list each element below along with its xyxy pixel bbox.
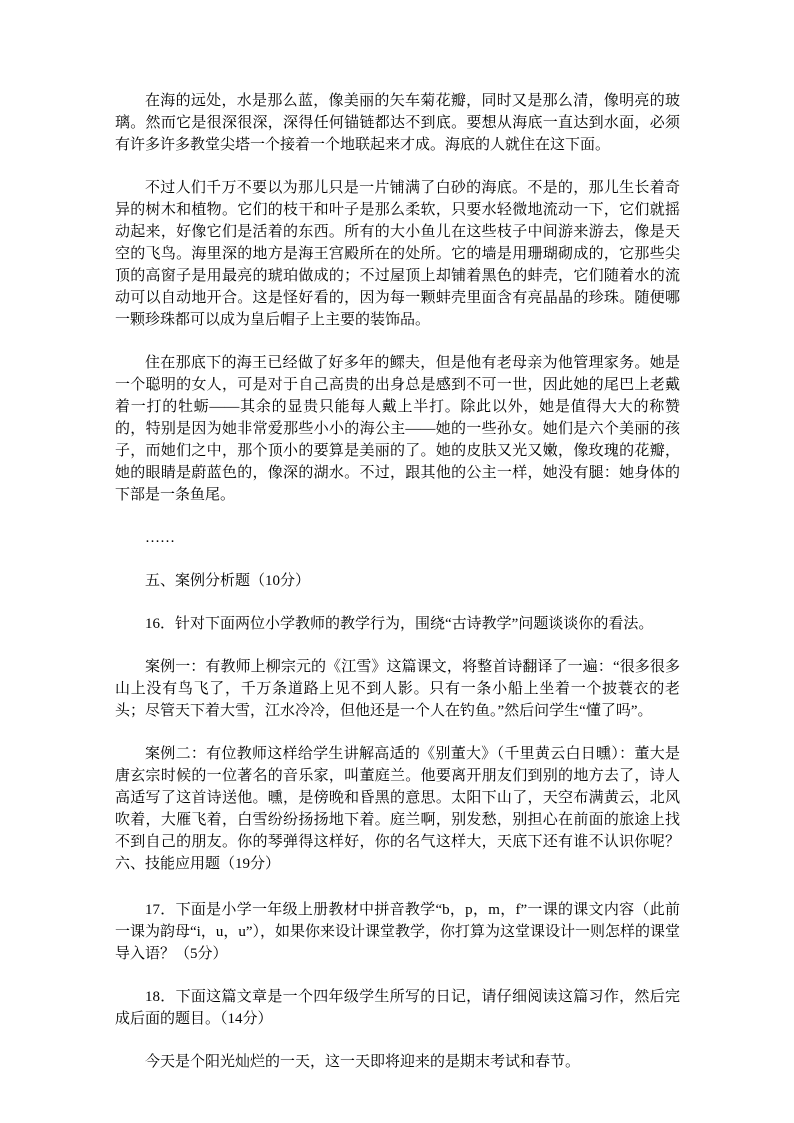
- story-paragraph-sea-intro: 在海的远处，水是那么蓝，像美丽的矢车菊花瓣，同时又是那么清，像明亮的玻璃。然而它是很深很深，深得任何锚链都达不到底。要想从海底一直达到水面，必须有许多许多教堂尖塔一个接着一个地联起来才成。海底的人就住在这下面。: [115, 93, 680, 153]
- diary-excerpt-line: 今天是个阳光灿烂的一天，这一天即将迎来的是期末考试和春节。: [145, 1054, 581, 1070]
- question-17: 17．下面是小学一年级上册教材中拼音教学“b，p，m，f”一课的课文内容（此前一课为韵母“i，u，u”），如果你来设计课堂教学，你打算为这堂课设计一则怎样的课堂导入语？（5分）: [115, 902, 680, 962]
- question-18: 18．下面这篇文章是一个四年级学生所写的日记，请仔细阅读这篇习作，然后完成后面的题目。（14分）: [115, 989, 680, 1027]
- story-paragraph-seabed: 不过人们千万不要以为那儿只是一片铺满了白砂的海底。不是的，那儿生长着奇异的树木和植物。它们的枝干和叶子是那么柔软，只要水轻微地流动一下，它们就摇动起来，好像它们是活着的东西。所有的大小鱼儿在这些枝子中间游来游去，像是天空的飞鸟。海里深的地方是海王宫殿所在的处所。它的墙是用珊瑚砌成的，它那些尖顶的高窗子是用最亮的琥珀做成的；不过屋顶上却铺着黑色的蚌壳，它们随着水的流动可以自动地开合。这是怪好看的，因为每一颗蚌壳里面含有亮晶晶的珍珠。随便哪一颗珍珠都可以成为皇后帽子上主要的装饰品。: [115, 180, 680, 328]
- story-paragraph-sea-king: 住在那底下的海王已经做了好多年的鳏夫，但是他有老母亲为他管理家务。她是一个聪明的女人，可是对于自己高贵的出身总是感到不可一世，因此她的尾巴上老戴着一打的牡蛎——其余的显贵只能每人戴上半打。除此以外，她是值得大大的称赞的，特别是因为她非常爱那些小小的海公主——她的一些孙女。她们是六个美丽的孩子，而她们之中，那个顶小的要算是美丽的了。她的皮肤又光又嫩，像玫瑰的花瓣，她的眼睛是蔚蓝色的，像深的湖水。不过，跟其他的公主一样，她没有腿：她身体的下部是一条鱼尾。: [115, 355, 680, 503]
- ellipsis-line: ……: [145, 530, 175, 546]
- case-two-paragraph: 案例二：有位教师这样给学生讲解高适的《别董大》（千里黄云白日曛）：董大是唐玄宗时候的一位著名的音乐家，叫董庭兰。他要离开朋友们到别的地方去了，诗人高适写了这首诗送他。曛，是傍晚和昏黑的意思。太阳下山了，天空布满黄云，北风吹着，大雁飞着，白雪纷纷扬扬地下着。庭兰啊，别发愁，别担心在前面的旅途上找不到自己的朋友。你的琴弹得这样好，你的名气这样大，天底下还有谁不认识你呢？六、技能应用题（19分）: [115, 746, 680, 872]
- question-16: 16．针对下面两位小学教师的教学行为，围绕“古诗教学”问题谈谈你的看法。: [145, 616, 654, 632]
- case-one-paragraph: 案例一：有教师上柳宗元的《江雪》这篇课文，将整首诗翻译了一遍：“很多很多山上没有鸟飞了，千万条道路上见不到人影。只有一条小船上坐着一个披蓑衣的老头；尽管天下着大雪，江水冷冷，但他还是一个人在钓鱼。”然后问学生“懂了吗”。: [115, 659, 680, 719]
- section-heading-case-analysis: 五、案例分析题（10分）: [145, 573, 311, 589]
